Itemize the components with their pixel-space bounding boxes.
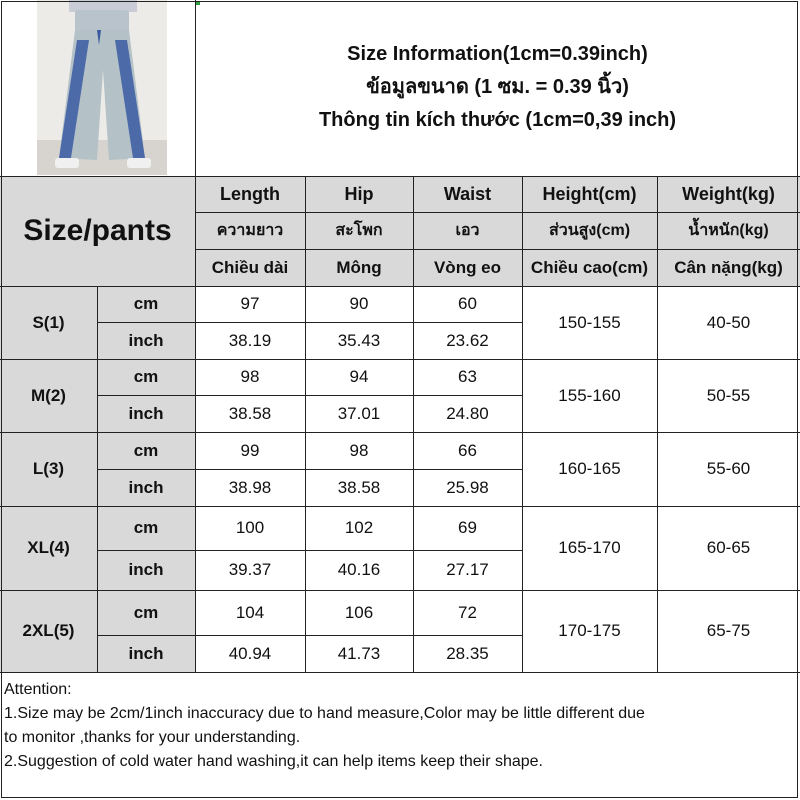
attention-heading: Attention: — [4, 681, 72, 698]
size-label: L(3) — [32, 459, 65, 478]
height-range: 165-170 — [558, 538, 621, 557]
length-inch-value: 38.98 — [228, 477, 272, 497]
length-cm-value: 104 — [235, 602, 265, 622]
waist-cm-value: 60 — [458, 294, 477, 313]
header-waist-vi: Vòng eo — [433, 257, 502, 277]
hip-inch-value: 41.73 — [337, 643, 381, 663]
length-cm-value: 100 — [235, 518, 265, 537]
weight-range: 40-50 — [706, 312, 751, 332]
length-cm-value: 97 — [240, 294, 260, 313]
weight-range: 50-55 — [706, 385, 751, 405]
size-information-title — [195, 37, 800, 137]
title-thai: ข้อมูลขนาด (1 ซม. = 0.39 นิ้ว) — [366, 75, 629, 98]
header-weight-vi: Cân nặng(kg) — [674, 257, 783, 277]
length-inch-value: 39.37 — [228, 560, 272, 579]
hip-cm-value: 102 — [344, 518, 374, 537]
hip-cm-value: 98 — [349, 440, 369, 460]
corner-label: Size/pants — [23, 214, 172, 247]
header-waist-th: เอว — [455, 222, 480, 239]
header-hip-vi: Mông — [336, 257, 382, 277]
waist-inch-value: 24.80 — [446, 403, 489, 423]
height-range: 160-165 — [558, 459, 621, 478]
unit-inch-label: inch — [128, 643, 164, 663]
hip-inch-value: 40.16 — [337, 560, 381, 579]
grid-line — [0, 672, 800, 673]
length-inch-value: 40.94 — [228, 643, 272, 663]
height-range: 150-155 — [558, 312, 621, 332]
waist-cm-value: 72 — [458, 602, 477, 622]
weight-range: 65-75 — [706, 621, 751, 640]
hip-inch-value: 35.43 — [337, 330, 381, 350]
size-label: 2XL(5) — [22, 621, 75, 640]
header-weight-en: Weight(kg) — [682, 183, 775, 204]
length-inch-value: 38.19 — [228, 330, 272, 350]
header-hip-en: Hip — [344, 183, 374, 204]
unit-inch-label: inch — [128, 560, 164, 579]
length-cm-value: 98 — [240, 367, 260, 386]
product-photo — [37, 0, 167, 175]
attention-line-1: 1.Size may be 2cm/1inch inaccuracy due to hand measure,Color may be little different due — [4, 705, 645, 722]
waist-inch-value: 28.35 — [446, 643, 489, 663]
wide-leg-jeans-photo-icon — [37, 0, 167, 175]
corner-marker — [196, 1, 200, 5]
header-hip-th: สะโพก — [335, 222, 383, 239]
waist-inch-value: 27.17 — [446, 560, 489, 579]
length-cm-value: 99 — [240, 440, 260, 460]
hip-inch-value: 38.58 — [337, 477, 381, 497]
hip-cm-value: 106 — [344, 602, 374, 622]
unit-cm-label: cm — [133, 367, 159, 386]
waist-cm-value: 63 — [458, 367, 477, 386]
header-length-th: ความยาว — [216, 222, 284, 239]
header-weight-th: น้ำหนัก(kg) — [688, 222, 769, 239]
header-length-en: Length — [220, 183, 280, 204]
header-height-en: Height(cm) — [542, 183, 637, 204]
unit-cm-label: cm — [133, 602, 159, 622]
attention-line-3: 2.Suggestion of cold water hand washing,it can help items keep their shape. — [4, 753, 543, 770]
waist-inch-value: 25.98 — [446, 477, 489, 497]
hip-inch-value: 37.01 — [337, 403, 381, 423]
height-range: 155-160 — [558, 385, 621, 405]
header-height-th: ส่วนสูง(cm) — [548, 222, 631, 239]
header-waist-en: Waist — [443, 183, 492, 204]
unit-cm-label: cm — [133, 518, 159, 537]
waist-inch-value: 23.62 — [446, 330, 489, 350]
size-label: XL(4) — [27, 538, 70, 557]
height-range: 170-175 — [558, 621, 621, 640]
size-label: M(2) — [31, 385, 66, 405]
attention-line-2: to monitor ,thanks for your understanding. — [4, 729, 301, 746]
unit-cm-label: cm — [133, 294, 159, 313]
waist-cm-value: 66 — [458, 440, 477, 460]
weight-range: 55-60 — [706, 459, 751, 478]
unit-inch-label: inch — [128, 330, 164, 350]
unit-cm-label: cm — [133, 440, 159, 460]
waist-cm-value: 69 — [458, 518, 477, 537]
unit-inch-label: inch — [128, 477, 164, 497]
hip-cm-value: 94 — [349, 367, 369, 386]
weight-range: 60-65 — [706, 538, 751, 557]
size-label: S(1) — [32, 312, 65, 332]
hip-cm-value: 90 — [349, 294, 369, 313]
unit-inch-label: inch — [128, 403, 164, 423]
length-inch-value: 38.58 — [228, 403, 272, 423]
header-length-vi: Chiều dài — [211, 257, 289, 277]
attention-notes — [4, 678, 796, 774]
header-height-vi: Chiều cao(cm) — [530, 257, 649, 277]
title-vietnamese: Thông tin kích thước (1cm=0,39 inch) — [318, 108, 677, 131]
title-english: Size Information(1cm=0.39inch) — [347, 42, 648, 65]
